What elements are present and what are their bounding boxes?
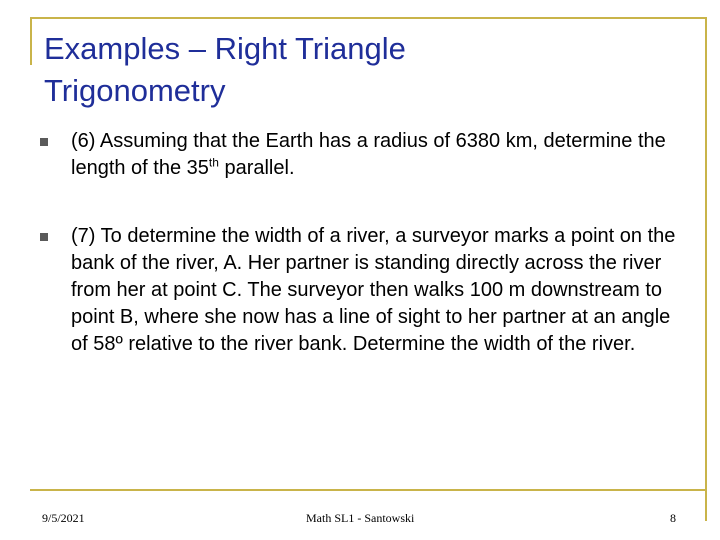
frame-left-rule (30, 17, 32, 65)
bullet-text-6 (71, 130, 666, 179)
slide-title-line2: Trigonometry (44, 73, 226, 108)
footer-date: 9/5/2021 (42, 511, 85, 525)
bullet-list (40, 128, 690, 358)
frame-top-rule (30, 17, 706, 19)
bullet-text-7: (7) To determine the width of a river, a surveyor marks a point on the bank of the river, A. Her partner is standing directly across the river from her at point C. The surveyor then walks 100 m downstream to point B, where she now has a line of sight to her partner at an angle of 58º relative to the river bank. Determine the width of the river. (71, 225, 676, 355)
square-bullet-icon (40, 138, 48, 146)
slide-title-line1: Examples – Right Triangle (44, 31, 406, 66)
slide-number: 8 (670, 511, 676, 525)
bullet-text-6-part2: parallel. (218, 157, 295, 179)
square-bullet-icon (40, 233, 48, 241)
bullet-text-6-part1: (6) Assuming that the Earth has a radius of 6380 km, determine the length of the 35 (71, 130, 666, 179)
frame-right-rule (705, 17, 707, 521)
bullet-item-6 (40, 128, 690, 182)
frame-bottom-rule (30, 489, 707, 491)
bullet-item-7 (40, 223, 690, 358)
bullet-text-6-superscript: th (208, 155, 219, 170)
footer-course: Math SL1 - Santowski (306, 511, 415, 525)
slide-title (44, 28, 684, 112)
